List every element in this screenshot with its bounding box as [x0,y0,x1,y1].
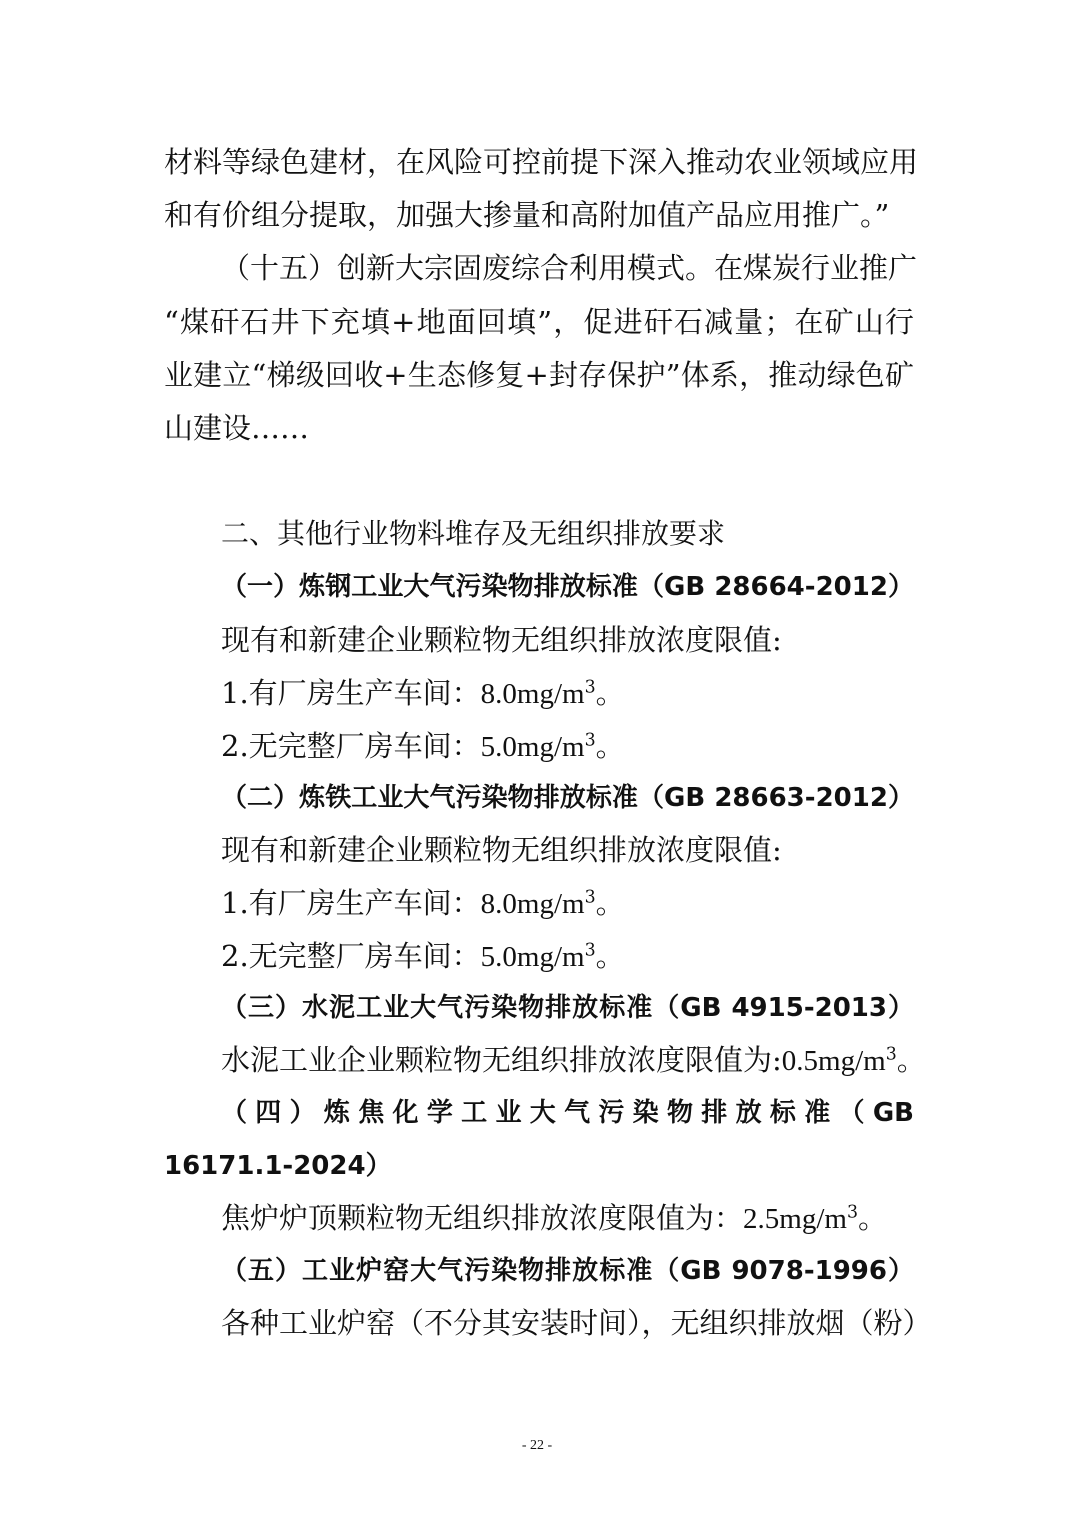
paragraph-line [221,1198,887,1239]
period: 。 [896,1043,926,1077]
list-item-label: 2.无完整厂房车间： [221,939,481,973]
paragraph-line: “煤矸石井下充填+地面回填”，促进矸石减量；在矿山行 [164,305,914,339]
limit-value: 5.0mg/m [480,941,585,973]
limit-value: 8.0mg/m [480,678,585,710]
limit-value: 8.0mg/m [480,888,585,920]
limit-value: 0.5mg/m [781,1045,886,1077]
paragraph-line: 山建设…… [164,411,310,445]
paragraph-line: 和有价组分提取，加强大掺量和高附加值产品应用推广。” [164,198,890,232]
subsection-heading-continuation: 16171.1-2024） [164,1151,392,1181]
unit-exponent: 3 [584,887,596,908]
unit-exponent: 3 [846,1202,859,1223]
list-item-label: 1.有厂房生产车间： [221,886,481,920]
list-item-label: 2.无完整厂房车间： [221,729,481,763]
paragraph-text: 水泥工业企业颗粒物无组织排放浓度限值为: [221,1043,782,1077]
paragraph-line: 现有和新建企业颗粒物无组织排放浓度限值: [221,623,782,657]
subsection-heading: （五）工业炉窑大气污染物排放标准（GB 9078-1996） [221,1256,914,1286]
subsection-heading: （三）水泥工业大气污染物排放标准（GB 4915-2013） [221,993,914,1023]
page-number: - 22 - [521,1438,553,1453]
list-item [221,883,625,924]
unit-exponent: 3 [584,940,596,961]
list-item [221,936,625,977]
unit-exponent: 3 [584,730,596,751]
paragraph-line: （十五）创新大宗固废综合利用模式。在煤炭行业推广 [221,251,918,285]
list-item-label: 1.有厂房生产车间： [221,676,481,710]
period: 。 [858,1201,888,1235]
subsection-heading: （四）炼焦化学工业大气污染物排放标准（GB [221,1098,914,1128]
unit-exponent: 3 [885,1044,897,1065]
list-item [221,673,625,714]
paragraph-text: 焦炉炉顶颗粒物无组织排放浓度限值为： [221,1201,744,1235]
period: 。 [595,729,625,763]
period: 。 [595,676,625,710]
paragraph-line: 材料等绿色建材，在风险可控前提下深入推动农业领域应用 [164,145,919,179]
subsection-heading: （二）炼铁工业大气污染物排放标准（GB 28663-2012） [221,783,914,813]
limit-value: 5.0mg/m [480,731,585,763]
period: 。 [595,939,625,973]
limit-value: 2.5mg/m [743,1203,847,1235]
list-item [221,726,625,767]
paragraph-line: 业建立“梯级回收+生态修复+封存保护”体系，推动绿色矿 [164,358,914,392]
paragraph-line [221,1040,926,1081]
unit-exponent: 3 [584,677,596,698]
section-heading: 二、其他行业物料堆存及无组织排放要求 [221,517,726,550]
paragraph-line: 现有和新建企业颗粒物无组织排放浓度限值: [221,833,782,867]
paragraph-line: 各种工业炉窑（不分其安装时间），无组织排放烟（粉） [221,1306,932,1340]
period: 。 [595,886,625,920]
subsection-heading: （一）炼钢工业大气污染物排放标准（GB 28664-2012） [221,572,914,602]
